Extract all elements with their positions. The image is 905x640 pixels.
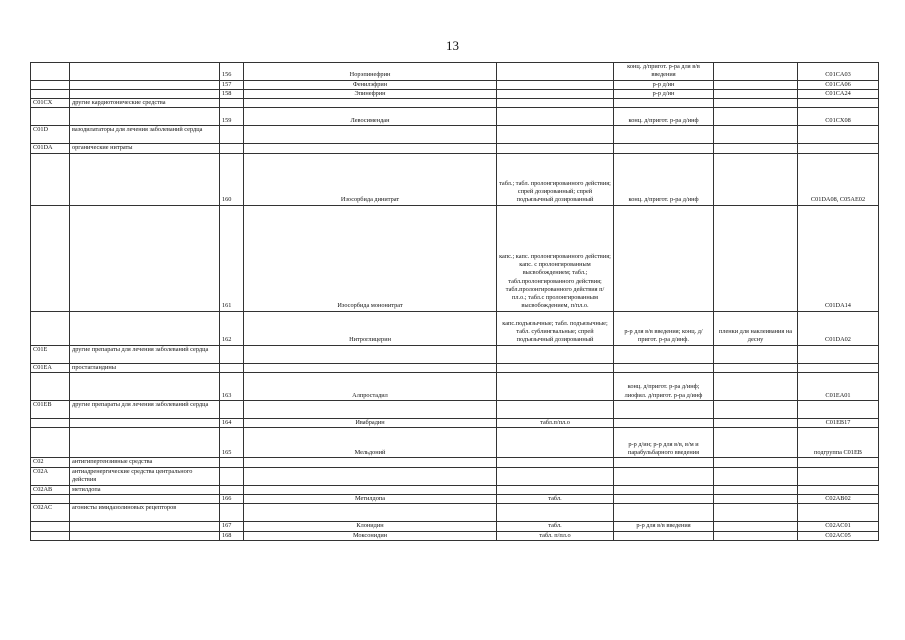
- atc-group-code: C01EB: [31, 401, 70, 419]
- drug-name: Эпинефрин: [244, 89, 497, 98]
- atc-code: C01DA14: [798, 205, 879, 311]
- atc-code: [798, 458, 879, 467]
- table-row: [31, 531, 879, 540]
- dosage-form-injection: р-р д/ин: [614, 89, 714, 98]
- dosage-form-injection: р-р для в/в введения; конц. д/пригот. р-ра д/инф.: [614, 311, 714, 345]
- item-number: [220, 345, 244, 363]
- drug-name: Изосорбида динитрат: [244, 153, 497, 205]
- item-number: 156: [220, 63, 244, 81]
- dosage-form-injection: [614, 458, 714, 467]
- dosage-form-other: [714, 63, 798, 81]
- atc-code: C01CA06: [798, 80, 879, 89]
- item-number: 162: [220, 311, 244, 345]
- item-number: [220, 144, 244, 153]
- table-row: [31, 494, 879, 503]
- item-number: 159: [220, 108, 244, 126]
- item-number: 158: [220, 89, 244, 98]
- atc-group-code: [31, 311, 70, 345]
- item-number: [220, 467, 244, 485]
- drug-name: [244, 363, 497, 372]
- table-row: [31, 63, 879, 81]
- dosage-form-oral: [497, 345, 614, 363]
- drug-name: [244, 401, 497, 419]
- atc-code: C02AB02: [798, 494, 879, 503]
- dosage-form-other: [714, 428, 798, 458]
- dosage-form-other: пленки для наклеивания на десну: [714, 311, 798, 345]
- page-number: 13: [446, 38, 459, 53]
- atc-group-code: C01D: [31, 126, 70, 144]
- atc-group-name: агонисты имидазолиновых рецепторов: [70, 504, 220, 522]
- atc-code: C02AC01: [798, 522, 879, 531]
- atc-group-code: [31, 419, 70, 428]
- atc-group-code: [31, 89, 70, 98]
- table-row: [31, 205, 879, 311]
- atc-code: C01CA24: [798, 89, 879, 98]
- drug-name: Моксонидин: [244, 531, 497, 540]
- table-row: [31, 126, 879, 144]
- dosage-form-other: [714, 153, 798, 205]
- dosage-form-oral: табл.п/пл.о: [497, 419, 614, 428]
- atc-group-code: [31, 494, 70, 503]
- drug-name: Нитроглицерин: [244, 311, 497, 345]
- dosage-form-oral: [497, 373, 614, 401]
- dosage-form-other: [714, 99, 798, 108]
- atc-group-code: C01DA: [31, 144, 70, 153]
- dosage-form-oral: [497, 504, 614, 522]
- atc-group-name: [70, 428, 220, 458]
- drug-name: Изосорбида мононитрат: [244, 205, 497, 311]
- atc-group-name: метилдопа: [70, 485, 220, 494]
- atc-group-name: антигипертензивные средства: [70, 458, 220, 467]
- atc-group-code: [31, 205, 70, 311]
- atc-group-code: C01CX: [31, 99, 70, 108]
- drug-name: Метилдопа: [244, 494, 497, 503]
- item-number: 165: [220, 428, 244, 458]
- atc-code: подгруппа C01EB: [798, 428, 879, 458]
- table-row: [31, 89, 879, 98]
- item-number: 160: [220, 153, 244, 205]
- drug-name: Норэпинефрин: [244, 63, 497, 81]
- atc-group-name: другие кардиотонические средства: [70, 99, 220, 108]
- item-number: [220, 401, 244, 419]
- dosage-form-oral: [497, 485, 614, 494]
- atc-group-name: [70, 205, 220, 311]
- atc-code: C01CX08: [798, 108, 879, 126]
- atc-code: C01EA01: [798, 373, 879, 401]
- atc-code: C01EB17: [798, 419, 879, 428]
- table-row: [31, 108, 879, 126]
- item-number: 167: [220, 522, 244, 531]
- dosage-form-oral: [497, 89, 614, 98]
- item-number: [220, 99, 244, 108]
- atc-group-name: другие препараты для лечения заболеваний сердца: [70, 401, 220, 419]
- atc-code: [798, 504, 879, 522]
- atc-group-name: [70, 419, 220, 428]
- dosage-form-other: [714, 80, 798, 89]
- item-number: [220, 363, 244, 372]
- drug-name: Фенилэфрин: [244, 80, 497, 89]
- table-row: [31, 311, 879, 345]
- dosage-form-injection: р-р для в/в введения: [614, 522, 714, 531]
- table-row: [31, 458, 879, 467]
- drug-name: [244, 467, 497, 485]
- dosage-form-injection: [614, 531, 714, 540]
- dosage-form-other: [714, 373, 798, 401]
- atc-group-code: C02AB: [31, 485, 70, 494]
- item-number: [220, 126, 244, 144]
- dosage-form-other: [714, 401, 798, 419]
- dosage-form-other: [714, 531, 798, 540]
- atc-group-name: антиадренергические средства центрального действия: [70, 467, 220, 485]
- dosage-form-other: [714, 108, 798, 126]
- atc-group-code: [31, 63, 70, 81]
- dosage-form-injection: [614, 126, 714, 144]
- atc-group-name: вазодилататоры для лечения заболеваний сердца: [70, 126, 220, 144]
- dosage-form-injection: конц. д/пригот. р-ра д/инф: [614, 108, 714, 126]
- dosage-form-oral: табл.: [497, 494, 614, 503]
- dosage-form-other: [714, 485, 798, 494]
- item-number: 163: [220, 373, 244, 401]
- atc-code: [798, 99, 879, 108]
- dosage-form-oral: [497, 80, 614, 89]
- atc-group-code: C02A: [31, 467, 70, 485]
- drug-name: [244, 144, 497, 153]
- atc-group-code: [31, 428, 70, 458]
- dosage-form-injection: [614, 205, 714, 311]
- drug-name: [244, 99, 497, 108]
- atc-code: [798, 485, 879, 494]
- table-row: [31, 153, 879, 205]
- atc-group-code: C01E: [31, 345, 70, 363]
- dosage-form-other: [714, 126, 798, 144]
- dosage-form-oral: [497, 401, 614, 419]
- dosage-form-injection: [614, 504, 714, 522]
- dosage-form-oral: табл. п/пл.о: [497, 531, 614, 540]
- item-number: 166: [220, 494, 244, 503]
- table-row: [31, 485, 879, 494]
- drug-name: Клонидин: [244, 522, 497, 531]
- dosage-form-other: [714, 419, 798, 428]
- dosage-form-oral: капс.подъязычные; табл. подъязычные; табл. сублингвальные; спрей подъязычный дозированный: [497, 311, 614, 345]
- atc-group-name: [70, 89, 220, 98]
- item-number: 157: [220, 80, 244, 89]
- dosage-form-oral: [497, 428, 614, 458]
- item-number: [220, 485, 244, 494]
- atc-group-code: [31, 153, 70, 205]
- table-row: [31, 401, 879, 419]
- dosage-form-other: [714, 363, 798, 372]
- table-row: [31, 504, 879, 522]
- dosage-form-oral: [497, 144, 614, 153]
- dosage-form-oral: табл.: [497, 522, 614, 531]
- table-row: [31, 363, 879, 372]
- drug-name: Мельдоний: [244, 428, 497, 458]
- dosage-form-injection: [614, 345, 714, 363]
- atc-group-name: органические нитраты: [70, 144, 220, 153]
- dosage-form-oral: капс.; капс. пролонгированного действия; капс. с пролонгированным высвобождением; табл.; табл.пролонгированного действия; табл.пролонгированного действия п/пл.о.; табл.с пролонгированным высвобождением, п/пл.о.: [497, 205, 614, 311]
- atc-group-code: [31, 373, 70, 401]
- atc-group-code: C02AC: [31, 504, 70, 522]
- dosage-form-other: [714, 467, 798, 485]
- atc-code: C01CA03: [798, 63, 879, 81]
- dosage-form-oral: [497, 467, 614, 485]
- dosage-form-oral: [497, 99, 614, 108]
- dosage-form-other: [714, 494, 798, 503]
- atc-code: [798, 144, 879, 153]
- dosage-form-other: [714, 504, 798, 522]
- table-row: [31, 522, 879, 531]
- dosage-form-other: [714, 144, 798, 153]
- table-row: [31, 144, 879, 153]
- dosage-form-injection: конц. д/пригот. р-ра для в/в введения: [614, 63, 714, 81]
- dosage-form-other: [714, 89, 798, 98]
- item-number: [220, 504, 244, 522]
- item-number: 168: [220, 531, 244, 540]
- atc-group-code: [31, 522, 70, 531]
- drug-name: [244, 126, 497, 144]
- drug-name: [244, 345, 497, 363]
- drug-table: [30, 62, 879, 541]
- atc-group-name: [70, 153, 220, 205]
- drug-name: [244, 458, 497, 467]
- dosage-form-injection: [614, 494, 714, 503]
- atc-group-name: простагландины: [70, 363, 220, 372]
- atc-code: [798, 363, 879, 372]
- atc-group-code: [31, 108, 70, 126]
- atc-group-name: [70, 494, 220, 503]
- atc-code: [798, 126, 879, 144]
- table-row: [31, 467, 879, 485]
- drug-name: Алпростадил: [244, 373, 497, 401]
- atc-code: [798, 345, 879, 363]
- dosage-form-other: [714, 522, 798, 531]
- drug-name: Левосимендан: [244, 108, 497, 126]
- atc-code: C01DA02: [798, 311, 879, 345]
- dosage-form-injection: р-р д/ин; р-р для в/в, в/м и парабульбарного введения: [614, 428, 714, 458]
- dosage-form-injection: [614, 401, 714, 419]
- dosage-form-injection: [614, 99, 714, 108]
- atc-code: [798, 401, 879, 419]
- atc-group-name: [70, 373, 220, 401]
- dosage-form-injection: конц. д/пригот. р-ра д/инф: [614, 153, 714, 205]
- atc-code: [798, 467, 879, 485]
- atc-group-name: [70, 531, 220, 540]
- dosage-form-oral: табл.; табл. пролонгированного действия; спрей дозированный; спрей подъязычный дозированный: [497, 153, 614, 205]
- atc-group-name: другие препараты для лечения заболеваний сердца: [70, 345, 220, 363]
- dosage-form-oral: [497, 63, 614, 81]
- atc-group-name: [70, 108, 220, 126]
- dosage-form-oral: [497, 363, 614, 372]
- atc-group-name: [70, 522, 220, 531]
- dosage-form-injection: конц. д/пригот. р-ра д/инф; лиофил. д/пригот. р-ра д/инф: [614, 373, 714, 401]
- item-number: [220, 458, 244, 467]
- drug-name: Ивабрадин: [244, 419, 497, 428]
- table-row: [31, 345, 879, 363]
- dosage-form-injection: [614, 363, 714, 372]
- atc-group-name: [70, 311, 220, 345]
- table-row: [31, 373, 879, 401]
- table-row: [31, 428, 879, 458]
- table-row: [31, 419, 879, 428]
- dosage-form-other: [714, 345, 798, 363]
- atc-code: C02AC05: [798, 531, 879, 540]
- atc-group-code: [31, 531, 70, 540]
- drug-name: [244, 504, 497, 522]
- atc-group-name: [70, 80, 220, 89]
- dosage-form-injection: [614, 467, 714, 485]
- item-number: 164: [220, 419, 244, 428]
- dosage-form-injection: [614, 144, 714, 153]
- dosage-form-injection: [614, 419, 714, 428]
- dosage-form-oral: [497, 108, 614, 126]
- atc-group-code: C02: [31, 458, 70, 467]
- dosage-form-injection: [614, 485, 714, 494]
- dosage-form-oral: [497, 126, 614, 144]
- table-row: [31, 80, 879, 89]
- atc-code: C01DA08, C05AE02: [798, 153, 879, 205]
- dosage-form-oral: [497, 458, 614, 467]
- dosage-form-other: [714, 458, 798, 467]
- item-number: 161: [220, 205, 244, 311]
- dosage-form-other: [714, 205, 798, 311]
- table-row: [31, 99, 879, 108]
- dosage-form-injection: р-р д/ин: [614, 80, 714, 89]
- drug-name: [244, 485, 497, 494]
- atc-group-code: C01EA: [31, 363, 70, 372]
- atc-group-code: [31, 80, 70, 89]
- atc-group-name: [70, 63, 220, 81]
